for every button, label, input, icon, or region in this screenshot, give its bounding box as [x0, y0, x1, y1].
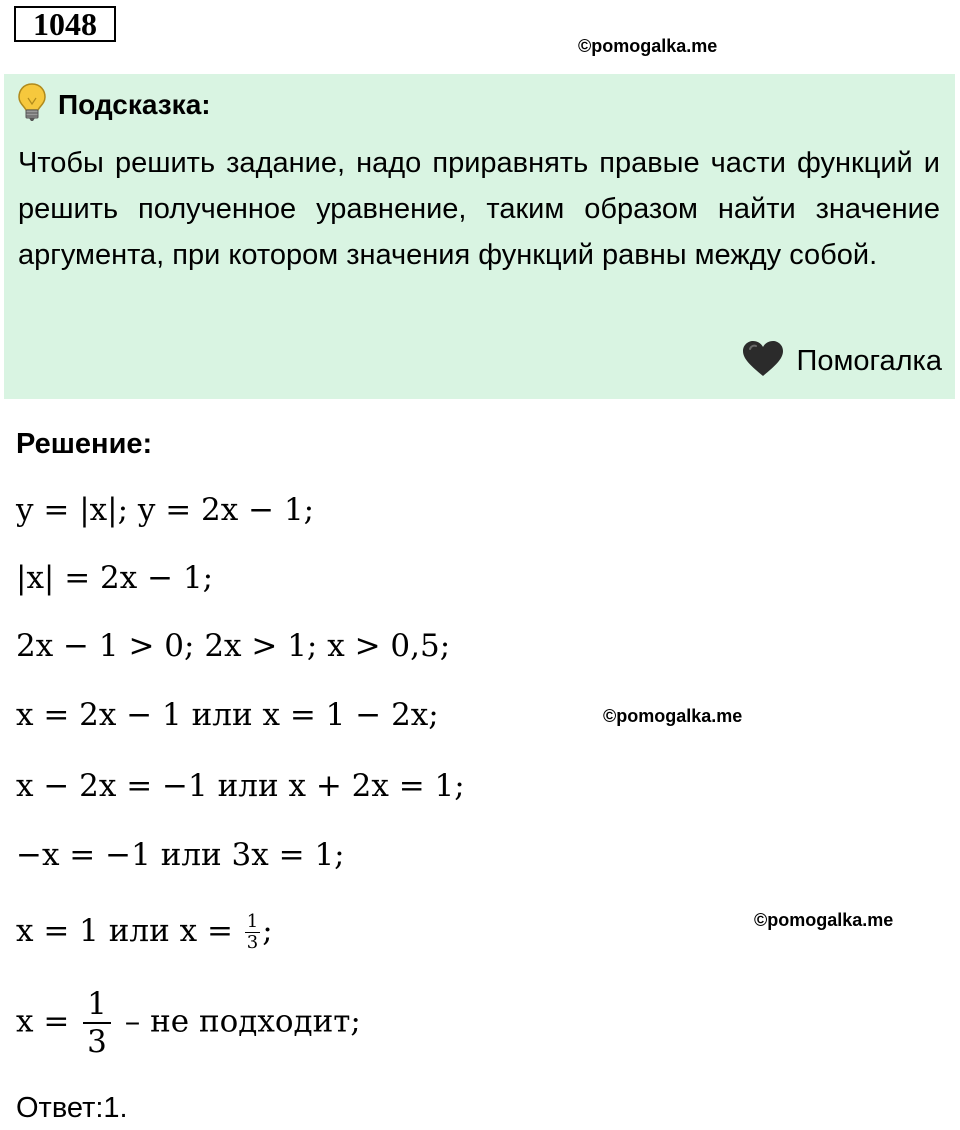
- watermark-middle: ©pomogalka.me: [603, 706, 743, 726]
- solution-title: Решение:: [16, 428, 153, 460]
- hint-text: Чтобы решить задание, надо приравнять правые части функций и решить полученное уравнение, таким образом найти значение аргумента, при котором значения функций равны между собой.: [18, 147, 940, 271]
- solution-line-1: y = |x|; y = 2x − 1;: [16, 492, 315, 528]
- fraction-big-numerator: 1: [83, 986, 111, 1024]
- task-number: 1048: [14, 6, 116, 42]
- fraction-small-tail: ;: [262, 913, 273, 949]
- watermark-bottom: ©pomogalka.me: [754, 910, 894, 930]
- fraction-big-denominator: 3: [87, 1024, 107, 1060]
- heart-icon: [741, 340, 785, 383]
- solution-line-6: −x = −1 или 3x = 1;: [16, 837, 345, 873]
- solution-line-8-suffix: – не подходит;: [114, 1003, 361, 1040]
- solution-line-7-text: x = 1 или x =: [16, 913, 243, 949]
- fraction-small: [245, 912, 260, 953]
- solution-line-3: 2x − 1 > 0; 2x > 1; x > 0,5;: [16, 628, 451, 664]
- solution-line-4: x = 2x − 1 или x = 1 − 2x;: [16, 697, 439, 733]
- answer: Ответ:1.: [16, 1092, 128, 1124]
- hint-header: [16, 82, 211, 127]
- brand: [741, 340, 942, 383]
- watermark-top: ©pomogalka.me: [578, 36, 718, 56]
- solution-line-7: [16, 912, 273, 953]
- solution-line-8: [16, 986, 361, 1060]
- solution-line-5: x − 2x = −1 или x + 2x = 1;: [16, 768, 465, 804]
- hint-title: Подсказка:: [58, 88, 211, 120]
- lightbulb-icon: [16, 82, 48, 127]
- fraction-big: [83, 986, 111, 1060]
- solution-line-8-prefix: x =: [16, 1003, 80, 1040]
- brand-text: Помогалка: [796, 345, 942, 377]
- fraction-small-numerator: 1: [246, 911, 259, 932]
- fraction-small-denominator: 3: [246, 932, 259, 953]
- solution-line-2: |x| = 2x − 1;: [16, 560, 214, 596]
